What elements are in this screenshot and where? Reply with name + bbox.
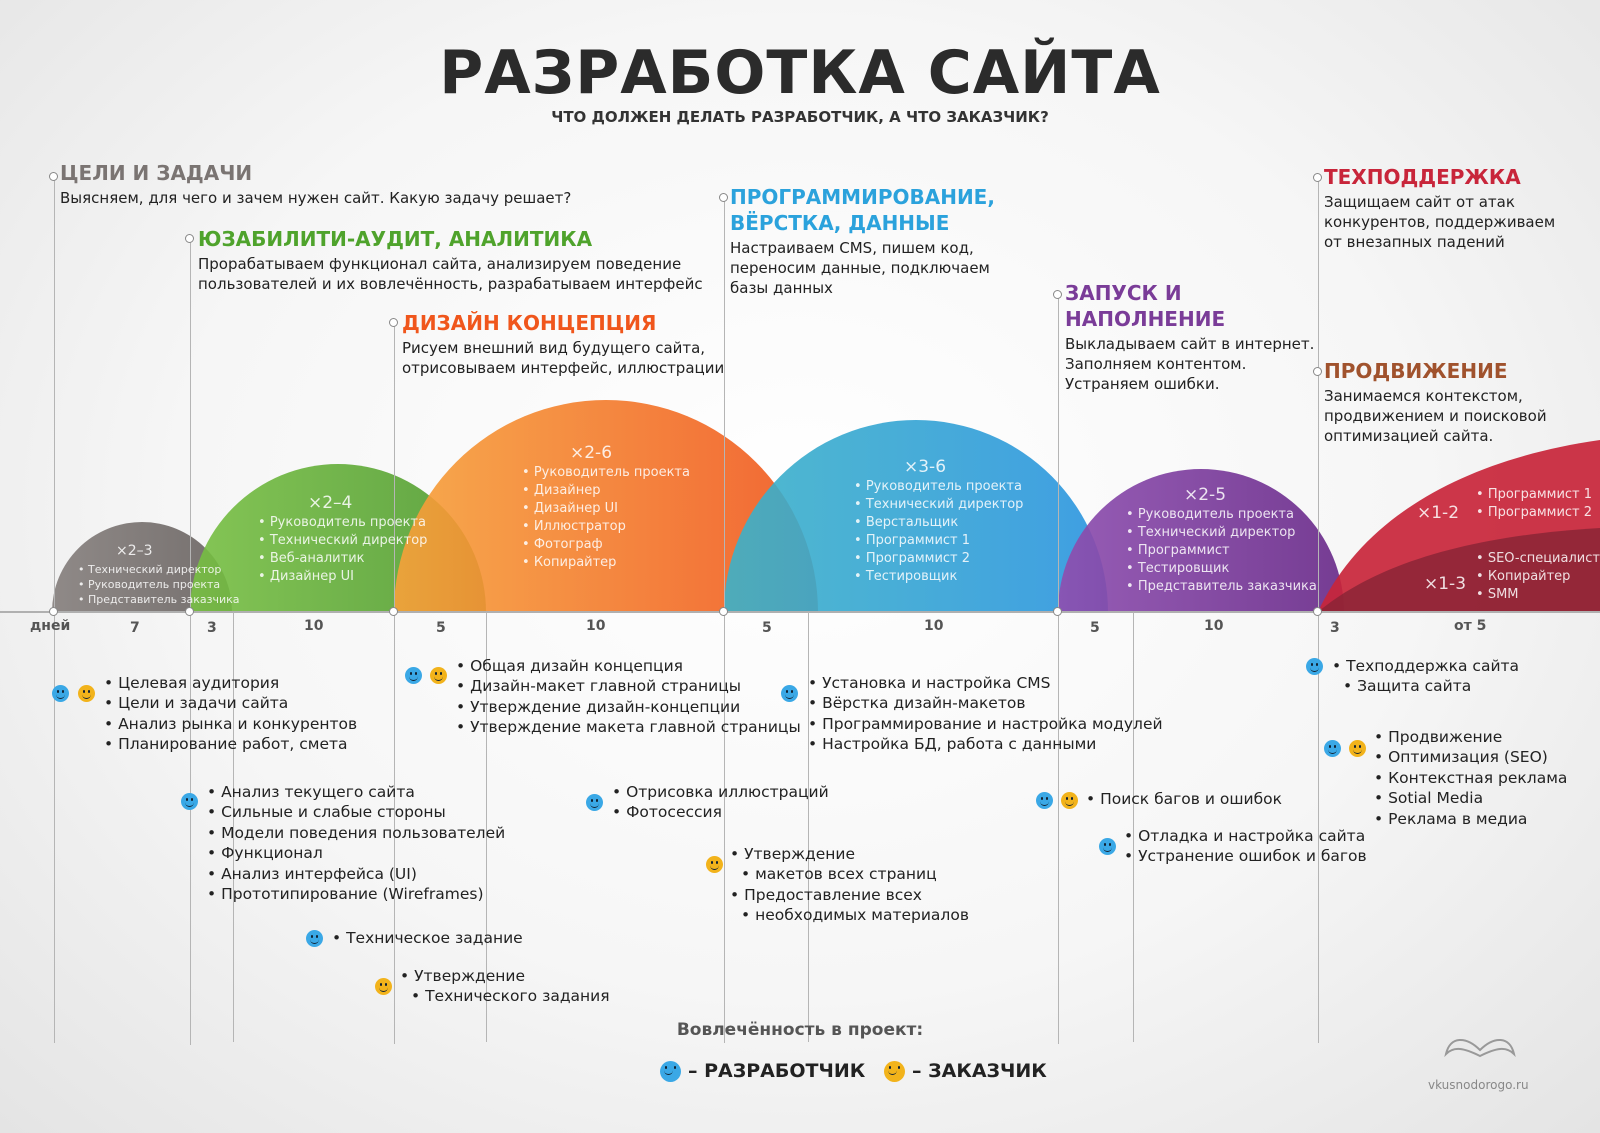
task-list (207, 782, 505, 904)
phase-support (1324, 164, 1574, 252)
task-item-continued: • макетов всех страниц (730, 864, 969, 884)
client-icon (375, 978, 392, 995)
task-item: • Дизайн-макет главной страницы (456, 676, 801, 696)
team-role: • Представитель заказчика (78, 592, 240, 607)
axis-label: 7 (130, 620, 140, 636)
axis-label: 3 (207, 620, 217, 636)
team-programming (854, 456, 1023, 586)
developer-icon (1036, 792, 1053, 809)
task-item-continued: • необходимых материалов (730, 905, 969, 925)
phase-marker (1053, 290, 1062, 299)
team-role: • Программист 1 (1476, 486, 1592, 504)
task-item: • Программирование и настройка модулей (808, 714, 1163, 734)
phase-title: ЗАПУСК И НАПОЛНЕНИЕ (1065, 281, 1226, 331)
team-role: • Тестировщик (854, 568, 1023, 586)
team-role: • Руководитель проекта (522, 464, 690, 482)
team-role: • Технический директор (1126, 524, 1317, 542)
team-role: • Технический директор (258, 532, 427, 550)
task-item: • Утверждение дизайн-концепции (456, 697, 801, 717)
guide-line (1058, 296, 1059, 1044)
footer-site: vkusnodorogo.ru (1428, 1078, 1529, 1092)
phase-promotion (1324, 358, 1574, 446)
task-item: • Устранение ошибок и багов (1124, 846, 1367, 866)
developer-icon (660, 1061, 681, 1082)
developer-icon (1324, 740, 1341, 757)
axis-label: 10 (1204, 618, 1224, 634)
axis-marker (1053, 607, 1062, 616)
task-item: • Оптимизация (SEO) (1374, 747, 1567, 767)
developer-icon (781, 685, 798, 702)
phase-title: ДИЗАЙН КОНЦЕПЦИЯ (402, 311, 657, 335)
phase-text: Настраиваем CMS, пишем код, переносим данные, подключаем базы данных (730, 239, 990, 297)
task-item: • Вёрстка дизайн-макетов (808, 693, 1163, 713)
team-role: • Копирайтер (522, 554, 690, 572)
phase-text: Занимаемся контекстом, продвижением и поисковой оптимизацией сайта. (1324, 387, 1547, 445)
phase-title: ЮЗАБИЛИТИ-АУДИТ, АНАЛИТИКА (198, 227, 593, 251)
task-item: • Техподдержка сайта (1332, 656, 1519, 676)
task-item: • Модели поведения пользователей (207, 823, 505, 843)
phase-marker (389, 318, 398, 327)
team-role: • Дизайнер (522, 482, 690, 500)
phase-title: ТЕХПОДДЕРЖКА (1324, 165, 1521, 189)
team-role: • Программист (1126, 542, 1317, 560)
guide-line (190, 240, 191, 1045)
task-item: • Реклама в медиа (1374, 809, 1567, 829)
task-list (332, 928, 523, 948)
team-role: • Тестировщик (1126, 560, 1317, 578)
team-role: • Руководитель проекта (1126, 506, 1317, 524)
phase-marker (49, 172, 58, 181)
team-role: • Веб-аналитик (258, 550, 427, 568)
team-role: • Программист 1 (854, 532, 1023, 550)
axis-label: от 5 (1454, 618, 1487, 634)
phase-title: ЦЕЛИ И ЗАДАЧИ (60, 161, 253, 185)
developer-icon (52, 685, 69, 702)
team-count: ×1-2 (1417, 503, 1460, 523)
phase-design (402, 310, 732, 378)
task-list (104, 673, 357, 755)
task-item: • Отрисовка иллюстраций (612, 782, 829, 802)
developer-icon (1099, 838, 1116, 855)
phase-text: Прорабатываем функционал сайта, анализируем поведение пользователей и их вовлечённость, разрабатываем интерфейс (198, 255, 703, 293)
page-subtitle: ЧТО ДОЛЖЕН ДЕЛАТЬ РАЗРАБОТЧИК, А ЧТО ЗАКАЗЧИК? (551, 108, 1049, 126)
task-item: • Отладка и настройка сайта (1124, 826, 1367, 846)
axis-label: 5 (1090, 620, 1100, 636)
team-role: • SMM (1476, 586, 1600, 604)
task-item: • Утверждение (400, 966, 610, 986)
phase-usability (198, 226, 718, 294)
team-role: • Программист 2 (854, 550, 1023, 568)
moustache-logo-icon (1440, 1028, 1520, 1062)
axis-label: 10 (586, 618, 606, 634)
task-item-continued: • Защита сайта (1332, 676, 1519, 696)
task-item: • Прототипирование (Wireframes) (207, 884, 505, 904)
phase-text: Рисуем внешний вид будущего сайта, отрисовываем интерфейс, иллюстрации (402, 339, 725, 377)
team-goals (78, 540, 240, 607)
client-icon (884, 1061, 905, 1082)
axis-marker (185, 607, 194, 616)
axis-marker (1313, 607, 1322, 616)
phase-title: ПРОДВИЖЕНИЕ (1324, 359, 1508, 383)
team-count: ×2-6 (570, 443, 613, 463)
task-item: • Планирование работ, смета (104, 734, 357, 754)
team-role: • Технический директор (78, 562, 240, 577)
phase-marker (719, 193, 728, 202)
team-role: • Копирайтер (1476, 568, 1600, 586)
task-list (400, 966, 610, 1007)
axis-label: 3 (1330, 620, 1340, 636)
legend-title: Вовлечённость в проект: (676, 1020, 924, 1040)
axis-label: 10 (924, 618, 944, 634)
axis-marker (389, 607, 398, 616)
team-role: • Представитель заказчика (1126, 578, 1317, 596)
team-count: ×3-6 (904, 457, 947, 477)
task-item: • Установка и настройка CMS (808, 673, 1163, 693)
developer-icon (1306, 658, 1323, 675)
team-usability (258, 492, 427, 586)
task-list (730, 844, 969, 926)
team-design (522, 442, 690, 572)
task-item: • Сильные и слабые стороны (207, 802, 505, 822)
team-launch (1126, 484, 1317, 596)
task-item: • Общая дизайн концепция (456, 656, 801, 676)
task-item: • Контекстная реклама (1374, 768, 1567, 788)
task-list (1124, 826, 1367, 867)
team-role: • Верстальщик (854, 514, 1023, 532)
task-item: • Фотосессия (612, 802, 829, 822)
task-list (1374, 727, 1567, 829)
task-list (1332, 656, 1519, 697)
team-role: • Руководитель проекта (78, 577, 240, 592)
team-role: • Технический директор (854, 496, 1023, 514)
phase-text: Выкладываем сайт в интернет. Заполняем контентом. Устраняем ошибки. (1065, 335, 1315, 393)
task-item: • Анализ текущего сайта (207, 782, 505, 802)
team-count: ×1-3 (1424, 574, 1467, 594)
phase-text: Выясняем, для чего и зачем нужен сайт. Какую задачу решает? (60, 189, 572, 207)
client-icon (706, 856, 723, 873)
task-item: • Целевая аудитория (104, 673, 357, 693)
team-support (1417, 487, 1593, 523)
axis-marker (49, 607, 58, 616)
client-icon (1061, 792, 1078, 809)
team-role: • SEO-специалист (1476, 550, 1600, 568)
task-item: • Предоставление всех (730, 885, 969, 905)
task-list (456, 656, 801, 738)
phase-marker (185, 234, 194, 243)
task-list (808, 673, 1163, 755)
task-item: • Продвижение (1374, 727, 1567, 747)
team-role: • Программист 2 (1476, 504, 1592, 522)
task-item: • Анализ интерфейса (UI) (207, 864, 505, 884)
developer-icon (306, 930, 323, 947)
task-item: • Цели и задачи сайта (104, 693, 357, 713)
client-icon (430, 667, 447, 684)
task-item: • Sotial Media (1374, 788, 1567, 808)
task-item: • Анализ рынка и конкурентов (104, 714, 357, 734)
task-list (1086, 789, 1282, 809)
task-item: • Утверждение (730, 844, 969, 864)
task-list (612, 782, 829, 823)
phase-programming (730, 184, 1020, 298)
page-title: РАЗРАБОТКА САЙТА (439, 38, 1161, 108)
phase-marker (1313, 173, 1322, 182)
legend-client: – ЗАКАЗЧИК (912, 1060, 1047, 1082)
axis-label: 10 (304, 618, 324, 634)
task-item-continued: • Технического задания (400, 986, 610, 1006)
axis-label: 5 (436, 620, 446, 636)
phase-goals (60, 160, 620, 208)
team-role: • Руководитель проекта (258, 514, 427, 532)
team-count: ×2–4 (308, 493, 353, 513)
axis-marker (719, 607, 728, 616)
axis-unit: дней (30, 618, 71, 634)
team-role: • Дизайнер UI (522, 500, 690, 518)
task-item: • Поиск багов и ошибок (1086, 789, 1282, 809)
team-role: • Фотограф (522, 536, 690, 554)
developer-icon (181, 793, 198, 810)
task-item: • Утверждение макета главной страницы (456, 717, 801, 737)
phase-title: ПРОГРАММИРОВАНИЕ, ВЁРСТКА, ДАННЫЕ (730, 185, 995, 235)
developer-icon (405, 667, 422, 684)
legend-developer: – РАЗРАБОТЧИК (688, 1060, 866, 1082)
axis-label: 5 (762, 620, 772, 636)
task-item: • Техническое задание (332, 928, 523, 948)
task-item: • Настройка БД, работа с данными (808, 734, 1163, 754)
task-item: • Функционал (207, 843, 505, 863)
developer-icon (586, 794, 603, 811)
team-role: • Дизайнер UI (258, 568, 427, 586)
team-role: • Руководитель проекта (854, 478, 1023, 496)
team-promotion (1424, 551, 1600, 604)
phase-launch (1065, 280, 1325, 394)
team-role: • Иллюстратор (522, 518, 690, 536)
team-count: ×2–3 (116, 543, 153, 559)
client-icon (1349, 740, 1366, 757)
phase-text: Защищаем сайт от атак конкурентов, поддерживаем от внезапных падений (1324, 193, 1556, 251)
client-icon (78, 685, 95, 702)
team-count: ×2-5 (1184, 485, 1227, 505)
